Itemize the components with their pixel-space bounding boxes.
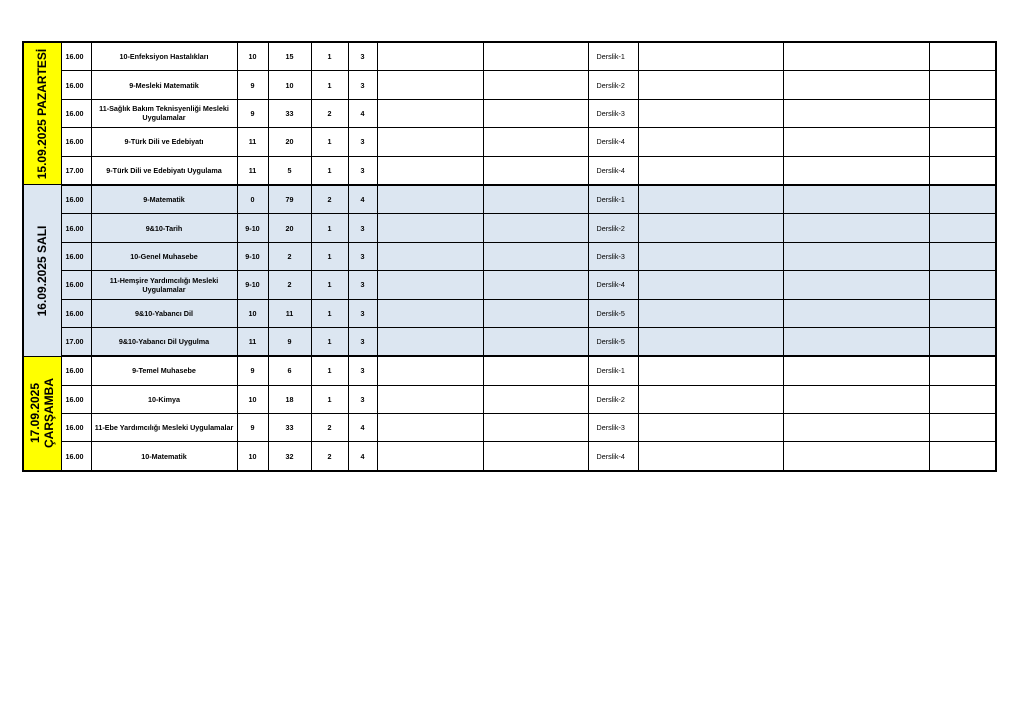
empty-cell [377,271,483,299]
duration-cell: 4 [348,414,377,442]
duration-cell: 4 [348,185,377,214]
grade-cell: 9 [237,356,268,385]
empty-cell [783,156,929,185]
course-cell: 10-Matematik [91,442,237,471]
session-count-cell: 2 [311,99,348,127]
session-count-cell: 1 [311,42,348,71]
empty-cell [483,71,588,99]
course-cell: 9&10-Tarih [91,214,237,242]
student-count-cell: 18 [268,385,311,413]
empty-cell [638,214,783,242]
empty-cell [929,356,996,385]
duration-cell: 3 [348,385,377,413]
empty-cell [929,385,996,413]
student-count-cell: 10 [268,71,311,99]
exam-schedule-table [22,41,997,472]
grade-cell: 10 [237,385,268,413]
empty-cell [377,156,483,185]
table-row [23,242,996,270]
empty-cell [638,42,783,71]
empty-cell [929,299,996,327]
empty-cell [783,414,929,442]
empty-cell [377,99,483,127]
course-cell: 9-Mesleki Matematik [91,71,237,99]
duration-cell: 3 [348,271,377,299]
empty-cell [638,442,783,471]
course-cell: 11-Sağlık Bakım Teknisyenliği Mesleki Uygulamalar [91,99,237,127]
empty-cell [783,385,929,413]
course-cell: 9-Matematik [91,185,237,214]
empty-cell [929,442,996,471]
empty-cell [929,242,996,270]
table-row [23,214,996,242]
session-count-cell: 1 [311,385,348,413]
empty-cell [483,442,588,471]
grade-cell: 9-10 [237,214,268,242]
session-count-cell: 1 [311,271,348,299]
empty-cell [483,156,588,185]
empty-cell [638,156,783,185]
duration-cell: 3 [348,327,377,356]
duration-cell: 3 [348,242,377,270]
grade-cell: 9 [237,99,268,127]
empty-cell [483,185,588,214]
course-cell: 11-Ebe Yardımcılığı Mesleki Uygulamalar [91,414,237,442]
empty-cell [783,242,929,270]
empty-cell [638,299,783,327]
table-row [23,128,996,156]
grade-cell: 9-10 [237,271,268,299]
time-cell: 16.00 [61,385,91,413]
empty-cell [638,242,783,270]
student-count-cell: 79 [268,185,311,214]
table-row [23,71,996,99]
empty-cell [638,327,783,356]
student-count-cell: 5 [268,156,311,185]
room-cell: Derslik-3 [588,242,638,270]
session-count-cell: 1 [311,71,348,99]
empty-cell [929,214,996,242]
room-cell: Derslik-1 [588,356,638,385]
empty-cell [483,327,588,356]
time-cell: 16.00 [61,42,91,71]
time-cell: 16.00 [61,356,91,385]
empty-cell [638,271,783,299]
empty-cell [377,128,483,156]
student-count-cell: 33 [268,99,311,127]
course-cell: 10-Kimya [91,385,237,413]
empty-cell [783,214,929,242]
duration-cell: 3 [348,356,377,385]
course-cell: 11-Hemşire Yardımcılığı Mesleki Uygulamalar [91,271,237,299]
student-count-cell: 15 [268,42,311,71]
session-count-cell: 2 [311,414,348,442]
empty-cell [929,42,996,71]
empty-cell [483,299,588,327]
date-label: 15.09.2025 PAZARTESİ [35,48,50,179]
empty-cell [377,42,483,71]
time-cell: 16.00 [61,414,91,442]
empty-cell [783,99,929,127]
empty-cell [929,327,996,356]
empty-cell [783,327,929,356]
session-count-cell: 1 [311,327,348,356]
session-count-cell: 1 [311,156,348,185]
empty-cell [377,442,483,471]
grade-cell: 9 [237,414,268,442]
grade-cell: 11 [237,327,268,356]
empty-cell [483,214,588,242]
table-row [23,185,996,214]
empty-cell [638,414,783,442]
session-count-cell: 1 [311,214,348,242]
time-cell: 17.00 [61,156,91,185]
student-count-cell: 11 [268,299,311,327]
session-count-cell: 1 [311,242,348,270]
empty-cell [483,128,588,156]
empty-cell [377,385,483,413]
time-cell: 16.00 [61,442,91,471]
empty-cell [638,128,783,156]
session-count-cell: 1 [311,299,348,327]
table-row [23,442,996,471]
empty-cell [929,128,996,156]
empty-cell [638,99,783,127]
room-cell: Derslik-3 [588,99,638,127]
date-cell [23,42,61,185]
empty-cell [929,156,996,185]
date-label: 17.09.2025 ÇARŞAMBA [28,378,57,449]
empty-cell [377,299,483,327]
time-cell: 16.00 [61,185,91,214]
empty-cell [783,442,929,471]
table-row [23,299,996,327]
empty-cell [638,356,783,385]
grade-cell: 10 [237,42,268,71]
duration-cell: 3 [348,299,377,327]
session-count-cell: 2 [311,185,348,214]
table-row [23,156,996,185]
empty-cell [483,271,588,299]
empty-cell [783,185,929,214]
grade-cell: 9-10 [237,242,268,270]
room-cell: Derslik-1 [588,42,638,71]
duration-cell: 4 [348,442,377,471]
empty-cell [929,99,996,127]
duration-cell: 4 [348,99,377,127]
empty-cell [638,185,783,214]
empty-cell [638,385,783,413]
duration-cell: 3 [348,71,377,99]
grade-cell: 11 [237,156,268,185]
date-label: 16.09.2025 SALI [35,225,50,316]
time-cell: 16.00 [61,99,91,127]
table-row [23,356,996,385]
empty-cell [783,356,929,385]
room-cell: Derslik-4 [588,271,638,299]
empty-cell [783,128,929,156]
time-cell: 16.00 [61,214,91,242]
room-cell: Derslik-2 [588,385,638,413]
empty-cell [483,356,588,385]
duration-cell: 3 [348,42,377,71]
student-count-cell: 32 [268,442,311,471]
room-cell: Derslik-2 [588,71,638,99]
room-cell: Derslik-1 [588,185,638,214]
date-cell [23,185,61,356]
duration-cell: 3 [348,214,377,242]
empty-cell [783,271,929,299]
empty-cell [377,356,483,385]
course-cell: 9&10-Yabancı Dil [91,299,237,327]
room-cell: Derslik-3 [588,414,638,442]
empty-cell [377,414,483,442]
empty-cell [929,414,996,442]
duration-cell: 3 [348,128,377,156]
time-cell: 17.00 [61,327,91,356]
course-cell: 9&10-Yabancı Dil Uygulma [91,327,237,356]
room-cell: Derslik-5 [588,327,638,356]
course-cell: 9-Türk Dili ve Edebiyatı Uygulama [91,156,237,185]
empty-cell [377,242,483,270]
empty-cell [783,71,929,99]
student-count-cell: 2 [268,271,311,299]
session-count-cell: 2 [311,442,348,471]
grade-cell: 0 [237,185,268,214]
grade-cell: 10 [237,299,268,327]
student-count-cell: 2 [268,242,311,270]
table-row [23,385,996,413]
table-row [23,42,996,71]
room-cell: Derslik-5 [588,299,638,327]
empty-cell [783,299,929,327]
course-cell: 10-Enfeksiyon Hastalıkları [91,42,237,71]
empty-cell [483,99,588,127]
empty-cell [929,71,996,99]
duration-cell: 3 [348,156,377,185]
time-cell: 16.00 [61,71,91,99]
course-cell: 9-Temel Muhasebe [91,356,237,385]
time-cell: 16.00 [61,128,91,156]
room-cell: Derslik-4 [588,156,638,185]
grade-cell: 11 [237,128,268,156]
date-cell [23,356,61,471]
empty-cell [377,327,483,356]
empty-cell [483,242,588,270]
empty-cell [377,71,483,99]
room-cell: Derslik-4 [588,442,638,471]
empty-cell [638,71,783,99]
table-row [23,327,996,356]
empty-cell [483,42,588,71]
table-row [23,271,996,299]
empty-cell [783,42,929,71]
course-cell: 9-Türk Dili ve Edebiyatı [91,128,237,156]
empty-cell [929,185,996,214]
session-count-cell: 1 [311,356,348,385]
time-cell: 16.00 [61,271,91,299]
empty-cell [929,271,996,299]
student-count-cell: 9 [268,327,311,356]
course-cell: 10-Genel Muhasebe [91,242,237,270]
empty-cell [377,185,483,214]
room-cell: Derslik-4 [588,128,638,156]
table-row [23,99,996,127]
time-cell: 16.00 [61,299,91,327]
student-count-cell: 6 [268,356,311,385]
empty-cell [483,414,588,442]
room-cell: Derslik-2 [588,214,638,242]
student-count-cell: 20 [268,214,311,242]
empty-cell [483,385,588,413]
grade-cell: 9 [237,71,268,99]
student-count-cell: 20 [268,128,311,156]
table-row [23,414,996,442]
empty-cell [377,214,483,242]
time-cell: 16.00 [61,242,91,270]
grade-cell: 10 [237,442,268,471]
session-count-cell: 1 [311,128,348,156]
student-count-cell: 33 [268,414,311,442]
